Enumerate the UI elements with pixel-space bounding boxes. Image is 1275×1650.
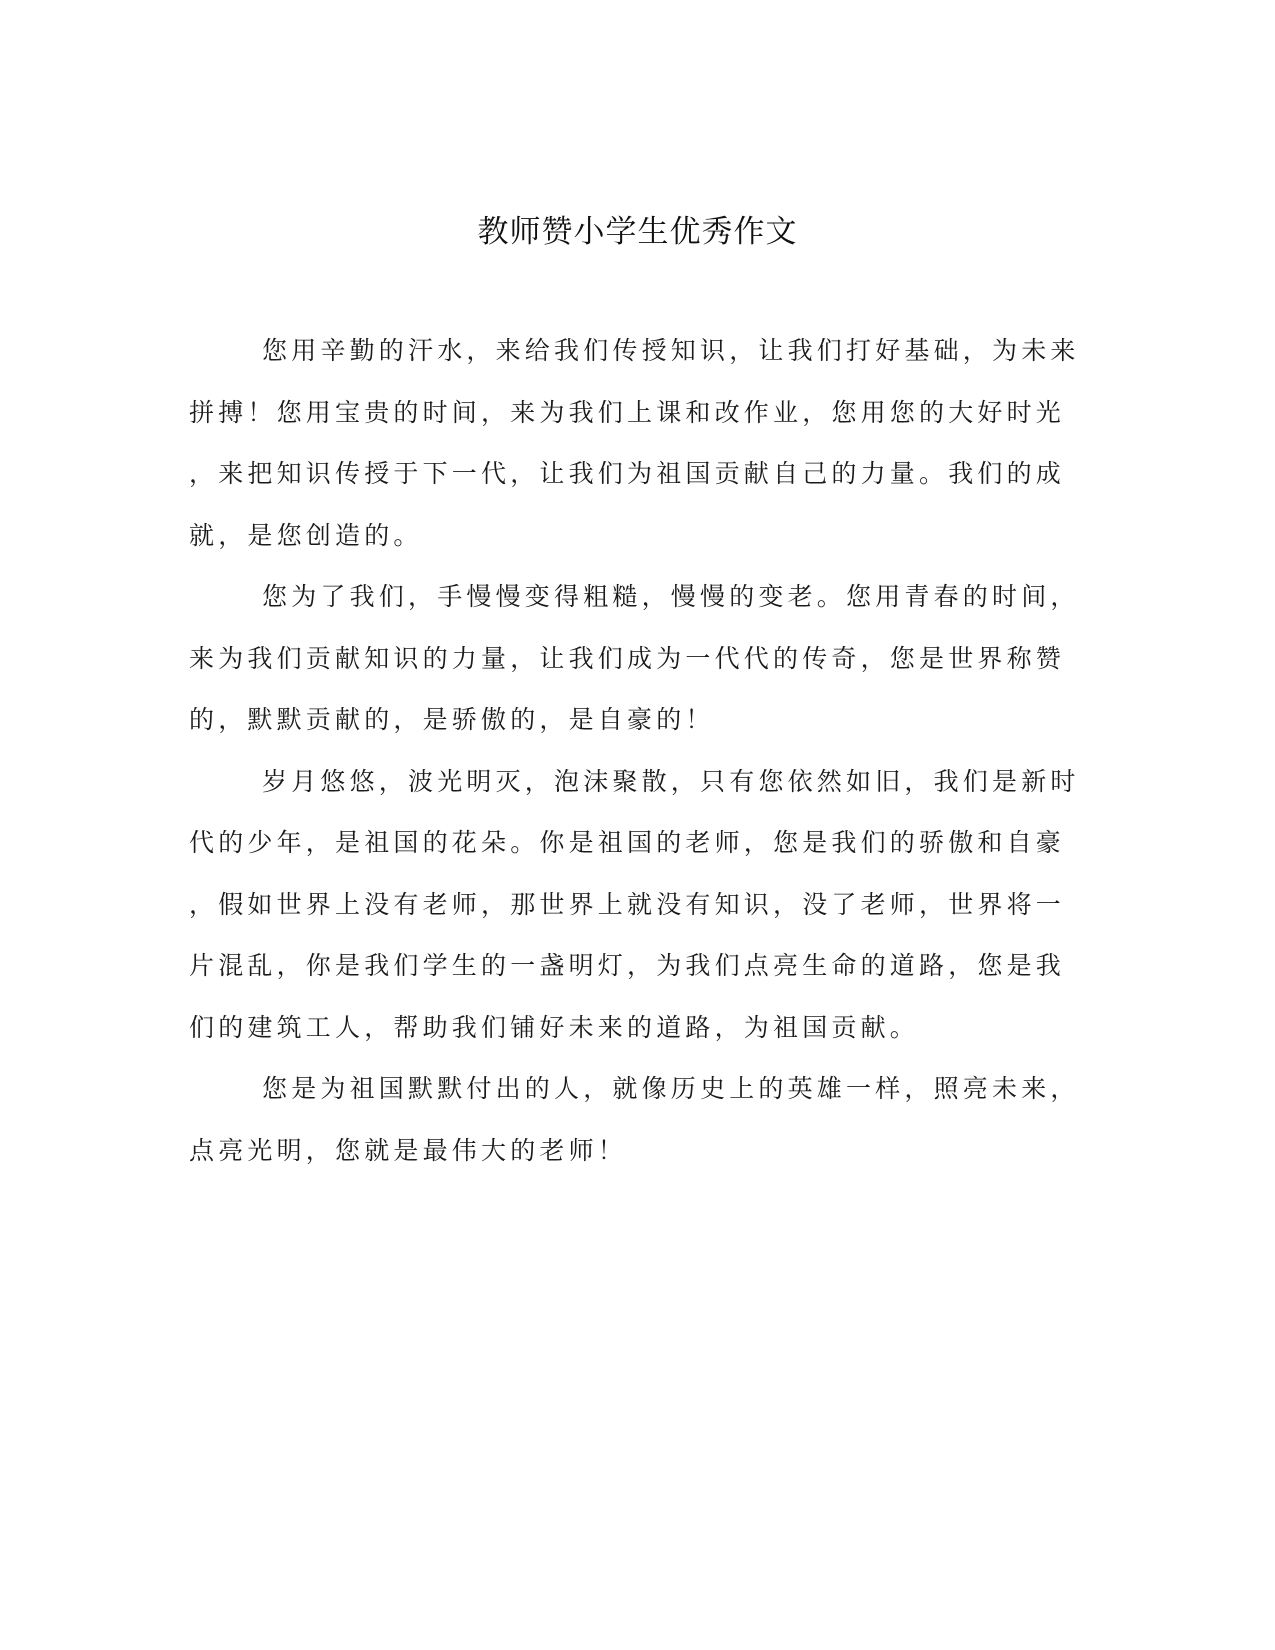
body-line: 就，是您创造的。: [189, 520, 423, 550]
body-line: 来为我们贡献知识的力量，让我们成为一代代的传奇，您是世界称赞: [189, 643, 1066, 673]
body-line: 片混乱，你是我们学生的一盏明灯，为我们点亮生命的道路，您是我: [189, 951, 1066, 980]
document-title: 教师赞小学生优秀作文: [477, 214, 798, 250]
body-line: 岁月悠悠，波光明灭，泡沫聚散，只有您依然如旧，我们是新时: [262, 766, 1080, 796]
body-line: 您用辛勤的汗水，来给我们传授知识，让我们打好基础，为未来: [262, 336, 1080, 365]
body-line: 拼搏！您用宝贵的时间，来为我们上课和改作业，您用您的大好时光: [189, 397, 1066, 427]
body-line: ，假如世界上没有老师，那世界上就没有知识，没了老师，世界将一: [189, 889, 1066, 919]
body-line: 的，默默贡献的，是骄傲的，是自豪的！: [189, 705, 715, 734]
body-line: ，来把知识传授于下一代，让我们为祖国贡献自己的力量。我们的成: [189, 459, 1066, 488]
body-line: 们的建筑工人，帮助我们铺好未来的道路，为祖国贡献。: [189, 1012, 920, 1042]
body-line: 您是为祖国默默付出的人，就像历史上的英雄一样，照亮未来，: [262, 1074, 1080, 1103]
body-line: 您为了我们，手慢慢变得粗糙，慢慢的变老。您用青春的时间，: [262, 582, 1080, 611]
document-body: [189, 320, 1089, 1181]
body-line: 代的少年，是祖国的花朵。你是祖国的老师，您是我们的骄傲和自豪: [189, 828, 1066, 857]
body-line: 点亮光明，您就是最伟大的老师！: [189, 1135, 628, 1165]
